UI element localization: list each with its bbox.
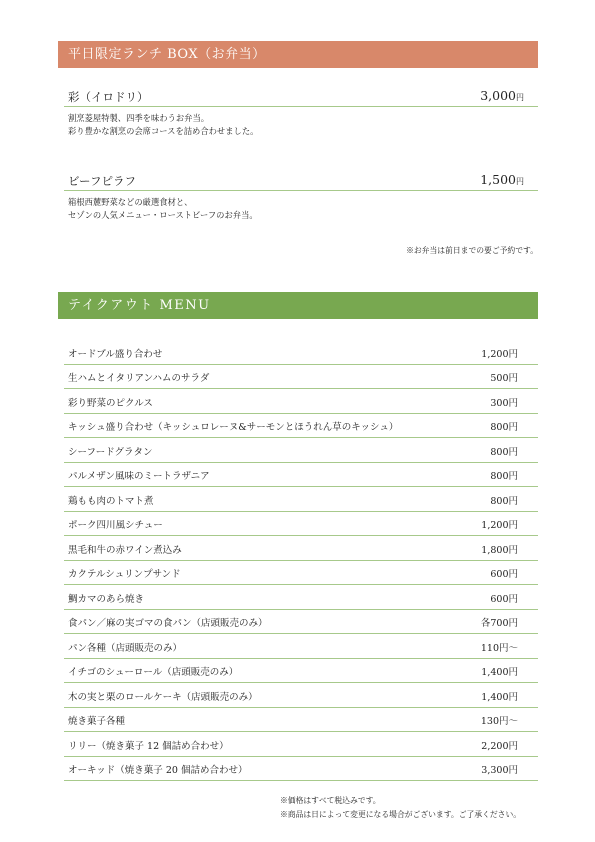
lunch-item-yen: 円 [516, 93, 524, 102]
description-line: セゾンの人気メニュー・ローストビーフのお弁当。 [68, 210, 258, 220]
menu-row [64, 561, 538, 586]
lunch-item-irodori [64, 88, 538, 138]
menu-item-name: カクテルシュリンプサンド [68, 569, 181, 580]
menu-item-name: オーキッド（焼き菓子 20 個詰め合わせ） [68, 765, 248, 776]
lunch-item-header [64, 88, 538, 107]
menu-item-price: 800円 [490, 422, 518, 433]
menu-item-price: 2,200円 [481, 740, 518, 752]
menu-item-name: パルメザン風味のミートラザニア [68, 471, 210, 482]
menu-item-price: 1,800円 [481, 544, 518, 556]
footer-notes [280, 794, 521, 822]
menu-row [64, 365, 538, 390]
lunch-item-header [64, 172, 538, 191]
menu-item-price: 1,200円 [481, 348, 518, 360]
menu-row [64, 683, 538, 708]
menu-item-price: 130円～ [480, 716, 518, 727]
lunch-item-name: 彩（イロドリ） [68, 90, 149, 104]
lunch-item-name: ビーフピラフ [68, 174, 136, 188]
menu-item-price: 600円 [490, 569, 518, 580]
menu-item-name: リリー（焼き菓子 12 個詰め合わせ） [68, 740, 229, 752]
menu-item-name: ポーク四川風シチュー [68, 520, 163, 531]
menu-row [64, 340, 538, 365]
menu-item-price: 600円 [490, 593, 518, 605]
lunch-item-yen: 円 [516, 177, 524, 186]
menu-item-name: オードブル盛り合わせ [68, 348, 163, 360]
lunch-item-description [68, 112, 538, 138]
description-line: 彩り豊かな割烹の会席コースを詰め合わせました。 [68, 126, 259, 136]
change-note: ※商品は日によって変更になる場合がございます。ご了承ください。 [280, 810, 522, 819]
menu-item-name: 木の実と栗のロールケーキ（店頭販売のみ） [68, 691, 258, 703]
menu-row [64, 757, 538, 782]
menu-row [64, 634, 538, 659]
menu-item-price: 110円～ [480, 642, 518, 654]
menu-item-name: シーフードグラタン [68, 446, 153, 458]
menu-item-price: 1,400円 [481, 691, 518, 703]
description-line: 割烹菱屋特製、四季を味わうお弁当。 [68, 113, 210, 123]
tax-note: ※価格はすべて税込みです。 [280, 796, 381, 805]
menu-row [64, 487, 538, 512]
menu-item-price: 800円 [490, 495, 518, 507]
menu-item-price: 3,300円 [481, 765, 518, 776]
menu-item-name: イチゴのシューロール（店頭販売のみ） [68, 667, 239, 678]
menu-item-price: 各700円 [480, 618, 518, 629]
menu-item-name: 食パン／麻の実ゴマの食パン（店頭販売のみ） [68, 618, 268, 629]
menu-item-name: 彩り野菜のピクルス [68, 397, 153, 409]
lunch-item-description [68, 196, 538, 222]
menu-row [64, 536, 538, 561]
menu-item-name: 焼き菓子各種 [68, 716, 126, 727]
menu-item-name: 黒毛和牛の赤ワイン煮込み [68, 544, 182, 556]
menu-item-name: 鶏もも肉のトマト煮 [68, 495, 154, 507]
menu-item-price: 800円 [490, 446, 518, 458]
lunch-item-beef-pilaf [64, 172, 538, 222]
reservation-note: ※お弁当は前日までの要ご予約です。 [406, 246, 538, 255]
menu-row [64, 659, 538, 684]
menu-row [64, 708, 538, 733]
menu-item-name: 鯛カマのあら焼き [68, 593, 145, 605]
menu-item-price: 1,400円 [481, 667, 518, 678]
menu-item-price: 1,200円 [481, 520, 518, 531]
menu-item-name: キッシュ盛り合わせ（キッシュロレーヌ&サーモンとほうれん草のキッシュ） [68, 422, 399, 433]
menu-row [64, 732, 538, 757]
menu-item-name: 生ハムとイタリアンハムのサラダ [68, 373, 210, 384]
menu-row [64, 438, 538, 463]
menu-row [64, 463, 538, 488]
menu-row [64, 414, 538, 439]
menu-row [64, 610, 538, 635]
menu-row [64, 389, 538, 414]
menu-item-price: 300円 [490, 397, 518, 409]
menu-item-name: パン各種（店頭販売のみ） [68, 642, 183, 654]
lunch-box-heading: 平日限定ランチ BOX（お弁当） [58, 41, 538, 68]
description-line: 箱根西麓野菜などの厳選食材と、 [68, 197, 193, 207]
menu-row [64, 512, 538, 537]
lunch-item-price: 3,000 [480, 88, 516, 103]
menu-row [64, 585, 538, 610]
takeout-menu-heading: テイクアウト MENU [58, 292, 538, 319]
takeout-menu-list [64, 340, 538, 781]
menu-item-price: 800円 [490, 471, 518, 482]
lunch-item-price: 1,500 [480, 172, 516, 187]
menu-item-price: 500円 [490, 373, 518, 384]
